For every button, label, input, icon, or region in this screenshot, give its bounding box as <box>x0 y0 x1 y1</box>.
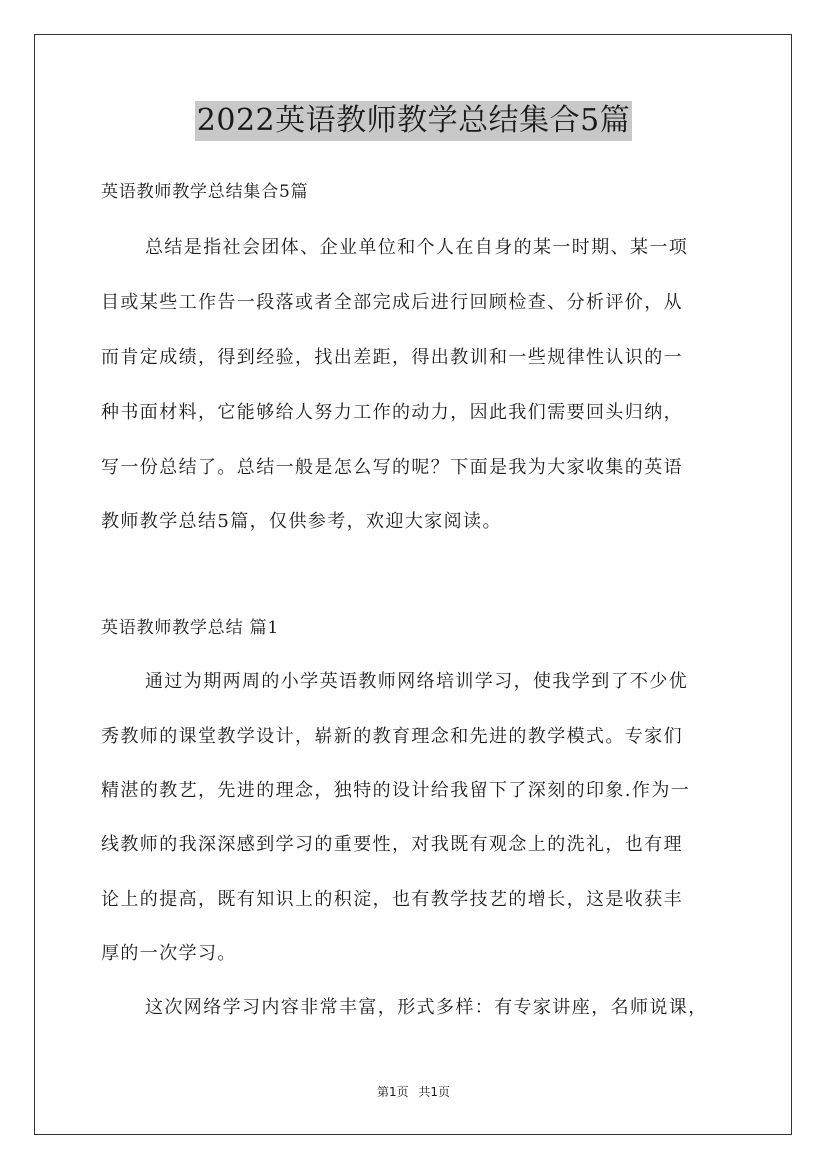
paragraph-line: 这次网络学习内容非常丰富，形式多样：有专家讲座，名师说课， <box>145 997 708 1018</box>
intro-line: 种书面材料，它能够给人努力工作的动力，因此我们需要回头归纳， <box>101 402 683 423</box>
document-title <box>0 100 827 141</box>
paragraph-line: 通过为期两周的小学英语教师网络培训学习，使我学到了不少优 <box>145 671 689 692</box>
intro-line: 而肯定成绩，得到经验，找出差距，得出教训和一些规律性认识的一 <box>101 347 683 368</box>
document-title-text: 2022英语教师教学总结集合5篇 <box>195 101 632 141</box>
intro-line: 目或某些工作告一段落或者全部完成后进行回顾检查、分析评价，从 <box>101 292 683 313</box>
intro-line: 教师教学总结5篇，仅供参考，欢迎大家阅读。 <box>101 511 502 532</box>
document-subtitle: 英语教师教学总结集合5篇 <box>101 182 309 202</box>
intro-line: 总结是指社会团体、企业单位和个人在自身的某一时期、某一项 <box>145 237 689 258</box>
section-heading: 英语教师教学总结 篇1 <box>101 618 280 638</box>
paragraph-line: 线教师的我深深感到学习的重要性，对我既有观念上的洗礼，也有理 <box>101 834 683 855</box>
paragraph-line: 厚的一次学习。 <box>101 943 237 964</box>
page-total: 共1页 <box>418 1085 451 1099</box>
page-footer <box>0 1084 827 1100</box>
paragraph-line: 秀教师的课堂教学设计，崭新的教育理念和先进的教学模式。专家们 <box>101 726 683 747</box>
intro-line: 写一份总结了。总结一般是怎么写的呢？下面是我为大家收集的英语 <box>101 457 683 478</box>
paragraph-line: 论上的提高，既有知识上的积淀，也有教学技艺的增长，这是收获丰 <box>101 889 683 910</box>
page-number: 第1页 <box>376 1085 409 1099</box>
paragraph-line: 精湛的教艺，先进的理念，独特的设计给我留下了深刻的印象.作为一 <box>101 780 691 801</box>
